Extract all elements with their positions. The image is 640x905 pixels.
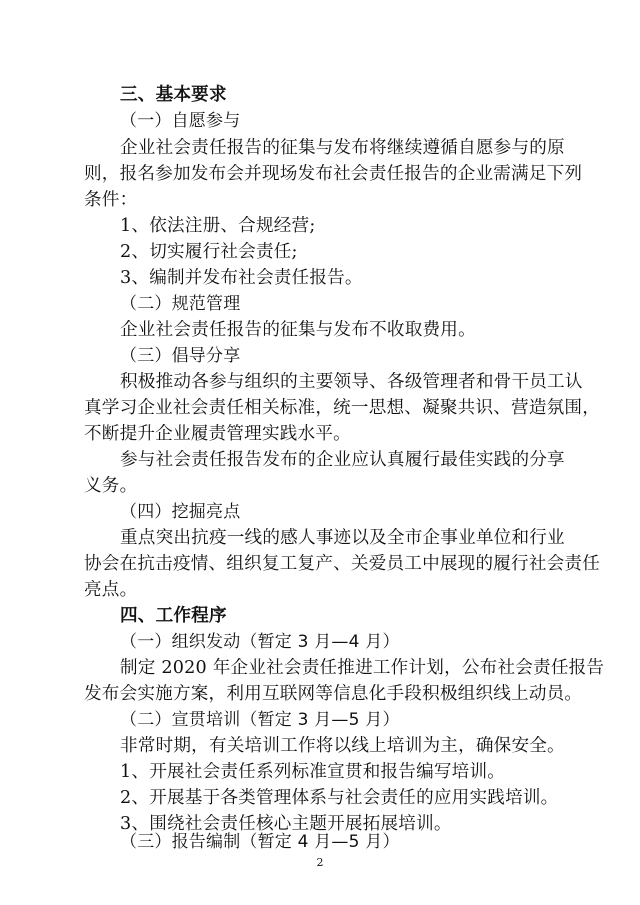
paragraph-line: 企业社会责任报告的征集与发布不收取费用。 [120,320,476,340]
subsection-4-2-heading: （二）宣贯培训（暂定 3 月—5 月） [120,710,400,730]
subsection-3-1-heading: （一）自愿参与 [120,111,241,131]
subsection-4-3-heading: （三）报告编制（暂定 4 月—5 月） [120,832,400,852]
paragraph-line: 重点突出抗疫一线的感人事迹以及全市企事业单位和行业 [120,528,565,548]
subsection-3-3-heading: （三）倡导分享 [120,346,241,366]
paragraph-line: 非常时期，有关培训工作将以线上培训为主，确保安全。 [120,736,565,756]
section-3-heading: 三、基本要求 [120,85,227,105]
paragraph-line: 真学习企业社会责任相关标准，统一思想、凝聚共识、营造氛围， [84,398,601,418]
paragraph-line: 制定 2020 年企业社会责任推进工作计划，公布社会责任报告 [120,658,605,678]
subsection-3-2-heading: （二）规范管理 [120,294,241,314]
list-item: 1、依法注册、合规经营; [120,216,316,236]
paragraph-line: 则，报名参加发布会并现场发布社会责任报告的企业需满足下列 [84,164,583,184]
paragraph-line: 发布会实施方案，利用互联网等信息化手段积极组织线上动员。 [84,684,583,704]
list-item: 1、开展社会责任系列标准宣贯和报告编写培训。 [120,762,506,782]
list-item: 3、围绕社会责任核心主题开展拓展培训。 [120,814,452,834]
paragraph-line: 义务。 [84,476,138,496]
paragraph-line: 积极推动各参与组织的主要领导、各级管理者和骨干员工认 [120,372,583,392]
paragraph-line: 参与社会责任报告发布的企业应认真履行最佳实践的分享 [120,450,565,470]
subsection-3-4-heading: （四）挖掘亮点 [120,502,241,522]
page-number: 2 [316,856,324,869]
list-item: 3、编制并发布社会责任报告。 [120,268,363,288]
list-item: 2、开展基于各类管理体系与社会责任的应用实践培训。 [120,788,559,808]
paragraph-line: 条件： [84,190,138,210]
list-item: 2、切实履行社会责任; [120,242,298,262]
section-4-heading: 四、工作程序 [120,606,227,626]
paragraph-line: 亮点。 [84,580,138,600]
paragraph-line: 协会在抗击疫情、组织复工复产、关爱员工中展现的履行社会责任 [84,554,601,574]
subsection-4-1-heading: （一）组织发动（暂定 3 月—4 月） [120,632,400,652]
paragraph-line: 不断提升企业履责管理实践水平。 [84,424,351,444]
paragraph-line: 企业社会责任报告的征集与发布将继续遵循自愿参与的原 [120,138,565,158]
